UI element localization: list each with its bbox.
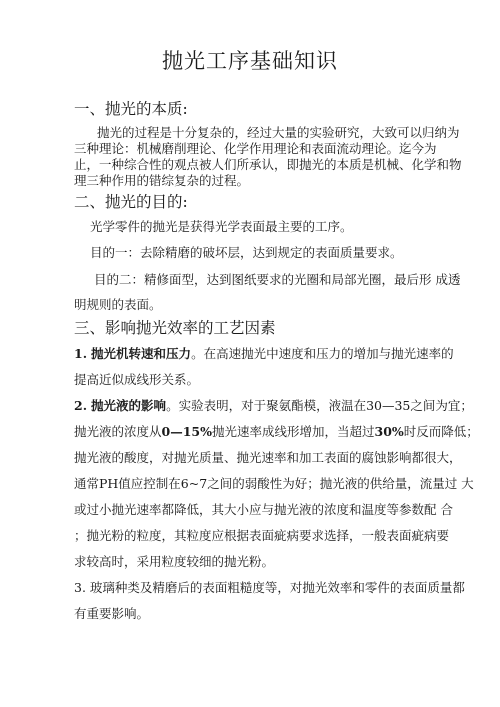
paragraph-line: 抛光液的酸度，对抛光质量、抛光速率和加工表面的腐蚀影响都很大， (74, 450, 462, 465)
paragraph-line: 或过小抛光速率都降低，其大小应与抛光液的浓度和温度等参数配 合 (74, 502, 453, 517)
page-title: 抛光工序基础知识 (162, 49, 338, 73)
list-item-2-line (74, 398, 473, 414)
paragraph-line: 通常PH值应控制在6~7之间的弱酸性为好；抛光液的供给量，流量过 大 (74, 476, 474, 491)
list-item-3-line: 3. 玻璃种类及精磨后的表面粗糙度等，对抛光效率和零件的表面质量都 (74, 580, 465, 595)
paragraph-line: 三种理论：机械磨削理论、化学作用理论和表面流动理论。迄今为 (74, 141, 437, 156)
text-segment: 时反而降低； (403, 424, 479, 439)
paragraph-line: 有重要影响。 (74, 606, 150, 621)
paragraph-line: 止，一种综合性的观点被人们所承认，即抛光的本质是机械、化学和物 (74, 157, 462, 172)
paragraph-line: 求较高时，采用粒度较细的抛光粉。 (74, 554, 275, 569)
section-heading-essence: 一、抛光的本质: (74, 100, 188, 118)
text-segment: 抛光速率成线形增加，当超过 (212, 424, 375, 439)
paragraph-line: 提高近似成线形关系。 (74, 372, 200, 387)
paragraph-line: 目的一：去除精磨的破坏层，达到规定的表面质量要求。 (90, 245, 403, 260)
paragraph-line: 光学零件的抛光是获得光学表面最主要的工序。 (90, 219, 353, 234)
paragraph-line: 明规则的表面。 (74, 297, 162, 312)
paragraph-line: 理三种作用的错综复杂的过程。 (74, 173, 250, 188)
paragraph-line: ；抛光粉的粒度，其粒度应根据表面疵病要求选择，一般表面疵病要 (74, 528, 450, 543)
list-item-text: 。在高速抛光中速度和压力的增加与抛光速率的 (191, 346, 454, 361)
paragraph-line: 抛光的过程是十分复杂的，经过大量的实验研究，大致可以归纳为 (97, 125, 460, 140)
list-number: 1. (74, 346, 88, 361)
section-heading-purpose: 二、抛光的目的: (74, 193, 188, 211)
list-item-1-line (74, 346, 454, 362)
list-number: 2. (74, 398, 88, 413)
section-heading-factors: 三、影响抛光效率的工艺因素 (74, 319, 276, 337)
paragraph-line (74, 424, 479, 440)
list-item-bold-term: 抛光液的影响 (91, 398, 167, 413)
text-segment: 30% (374, 424, 404, 439)
text-segment: 0—15% (161, 424, 212, 439)
paragraph-line: 目的二：精修面型，达到图纸要求的光圈和局部光圈，最后形 成透 (94, 272, 461, 287)
list-item-bold-term: 抛光机转速和压力 (91, 346, 192, 361)
text-segment: 抛光液的浓度从 (74, 424, 162, 439)
list-item-text: 。实验表明，对于聚氨酯模，液温在30—35之间为宜； (166, 398, 473, 413)
